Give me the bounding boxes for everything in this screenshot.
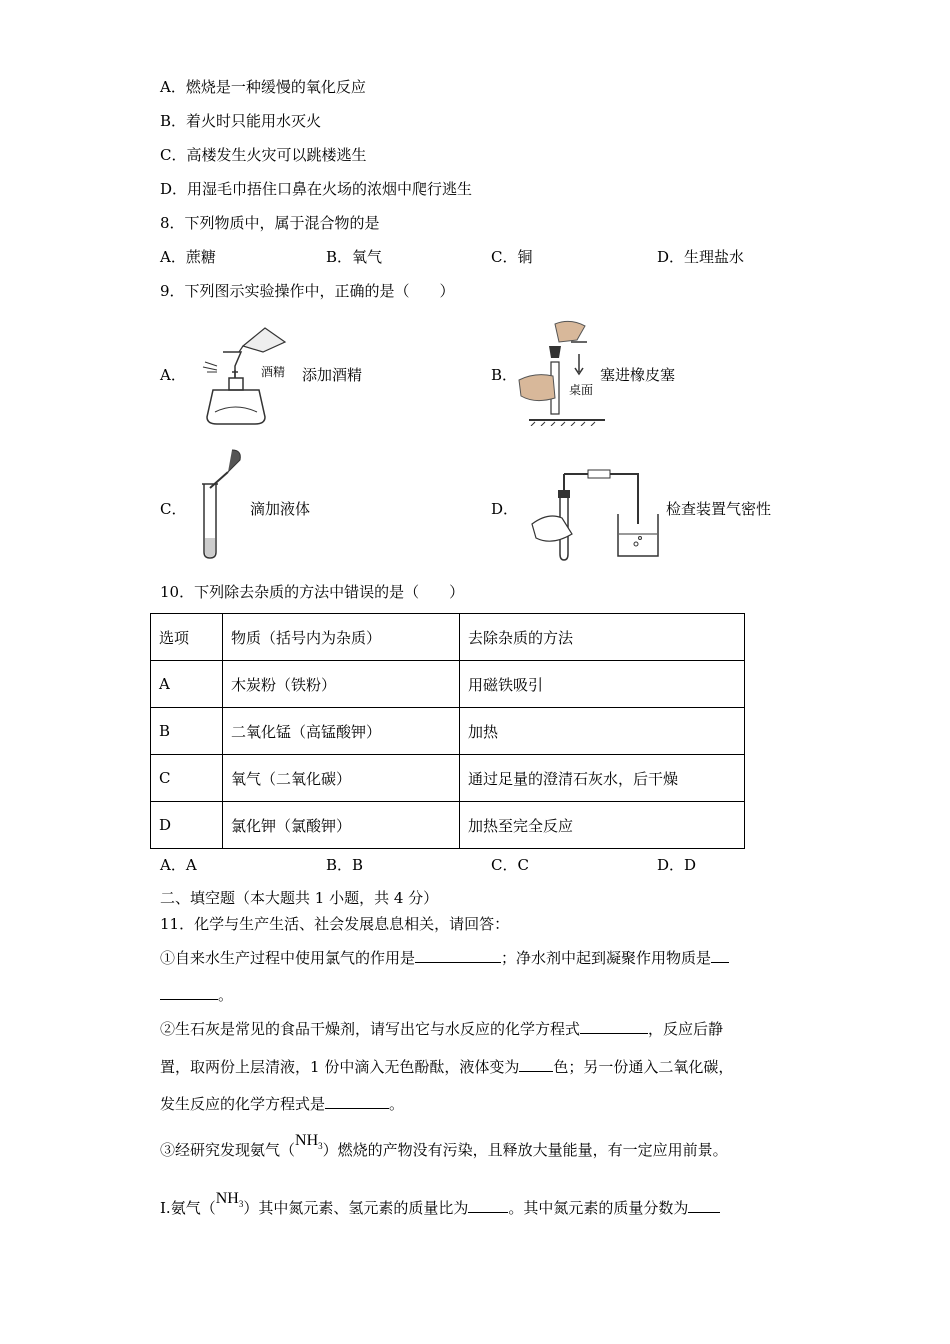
q11-part2-text-c: 置，取两份上层清液，1 份中滴入无色酚酞，液体变为 bbox=[160, 1058, 520, 1076]
answer-blank[interactable] bbox=[580, 1019, 648, 1034]
q10-stem: 10．下列除去杂质的方法中错误的是（ ） bbox=[160, 583, 465, 601]
q8-option-b: B．氧气 bbox=[326, 248, 383, 266]
airtightness-figure bbox=[528, 464, 663, 562]
q9-option-d-label: 检查装置气密性 bbox=[666, 500, 772, 518]
answer-blank[interactable] bbox=[688, 1198, 720, 1213]
q11-part4-text-b: ）其中氮元素、氢元素的质量比为 bbox=[243, 1199, 469, 1217]
answer-blank[interactable] bbox=[415, 948, 501, 963]
table-row bbox=[151, 708, 745, 755]
q11-part2-text-d: 色；另一份通入二氧化碳， bbox=[553, 1058, 734, 1076]
q10-option-d: D．D bbox=[657, 856, 697, 874]
q11-part1-text-b: ；净水剂中起到凝聚作用物质是 bbox=[501, 949, 712, 967]
table-header: 去除杂质的方法 bbox=[460, 614, 745, 661]
table-row bbox=[151, 755, 745, 802]
q9-option-b-letter: B． bbox=[491, 366, 518, 384]
q11-part1-line1 bbox=[160, 948, 729, 968]
q9-option-b-label: 塞进橡皮塞 bbox=[600, 366, 676, 384]
ammonia-formula: $NH_3$ bbox=[295, 1132, 323, 1152]
q11-part2-line3 bbox=[160, 1094, 404, 1114]
q7-option-a: A．燃烧是一种缓慢的氧化反应 bbox=[160, 78, 366, 96]
alcohol-lamp-figure bbox=[195, 322, 295, 427]
q10-option-c: C．C bbox=[491, 856, 529, 874]
q7-option-b: B．着火时只能用水灭火 bbox=[160, 112, 322, 130]
q11-part3-text-b: ）燃烧的产物没有污染，且释放大量能量，有一定应用前景。 bbox=[322, 1141, 728, 1159]
q11-part2-text-b: ，反应后静 bbox=[648, 1020, 724, 1038]
table-cell: D bbox=[151, 802, 223, 849]
table-cell: A bbox=[151, 661, 223, 708]
table-cell: 氯化钾（氯酸钾） bbox=[223, 802, 460, 849]
table-header-row bbox=[151, 614, 745, 661]
q9-option-c-letter: C． bbox=[160, 500, 187, 518]
q11-part3-line bbox=[160, 1132, 728, 1166]
table-cell: 木炭粉（铁粉） bbox=[223, 661, 460, 708]
q9-option-a-letter: A． bbox=[160, 366, 186, 384]
table-header: 选项 bbox=[151, 614, 223, 661]
q11-part4-text-a: Ⅰ.氨气（ bbox=[160, 1199, 216, 1217]
q10-option-a: A．A bbox=[160, 856, 197, 874]
answer-blank[interactable] bbox=[711, 948, 729, 963]
q8-option-c: C．铜 bbox=[491, 248, 533, 266]
q9-stem: 9．下列图示实验操作中，正确的是（ ） bbox=[160, 282, 455, 300]
alcohol-label: 酒精 bbox=[261, 365, 286, 379]
q7-option-c: C．高楼发生火灾可以跳楼逃生 bbox=[160, 146, 367, 164]
answer-blank[interactable] bbox=[325, 1094, 389, 1109]
table-cell: B bbox=[151, 708, 223, 755]
q9-option-d-letter: D． bbox=[491, 500, 519, 518]
q11-part3-text-a: ③经研究发现氨气（ bbox=[160, 1141, 296, 1159]
q11-part2-text-e: 发生反应的化学方程式是 bbox=[160, 1095, 326, 1113]
q11-part4-line bbox=[160, 1190, 720, 1224]
q11-part1-text-a: ①自来水生产过程中使用氯气的作用是 bbox=[160, 949, 416, 967]
q9-option-c-label: 滴加液体 bbox=[250, 500, 311, 518]
q11-part2-text-a: ②生石灰是常见的食品干燥剂，请写出它与水反应的化学方程式 bbox=[160, 1020, 581, 1038]
table-cell: C bbox=[151, 755, 223, 802]
table-cell: 通过足量的澄清石灰水，后干燥 bbox=[460, 755, 745, 802]
q11-part2-text-f: 。 bbox=[389, 1095, 405, 1113]
table-header: 物质（括号内为杂质） bbox=[223, 614, 460, 661]
q7-option-d: D．用湿毛巾捂住口鼻在火场的浓烟中爬行逃生 bbox=[160, 180, 473, 198]
q11-part2-line2 bbox=[160, 1057, 733, 1077]
section-heading: 二、填空题（本大题共 1 小题，共 4 分） bbox=[160, 889, 439, 907]
q11-stem: 11．化学与生产生活、社会发展息息相关，请回答： bbox=[160, 915, 510, 933]
q10-option-b: B．B bbox=[326, 856, 364, 874]
table-cell: 用磁铁吸引 bbox=[460, 661, 745, 708]
answer-blank[interactable] bbox=[519, 1057, 553, 1072]
q9-option-a-label: 添加酒精 bbox=[302, 366, 363, 384]
answer-blank[interactable] bbox=[160, 985, 218, 1000]
q11-part1-text-c: 。 bbox=[218, 986, 234, 1004]
dropper-figure bbox=[196, 448, 256, 560]
rubber-stopper-figure bbox=[515, 318, 605, 426]
table-cell: 氧气（二氧化碳） bbox=[223, 755, 460, 802]
q11-part1-line2 bbox=[160, 985, 233, 1005]
q8-option-a: A．蔗糖 bbox=[160, 248, 216, 266]
table-row bbox=[151, 802, 745, 849]
q11-part4-text-c: 。其中氮元素的质量分数为 bbox=[508, 1199, 689, 1217]
table-row bbox=[151, 661, 745, 708]
ammonia-formula: $NH_3$ bbox=[215, 1190, 244, 1210]
table-cell: 加热至完全反应 bbox=[460, 802, 745, 849]
answer-blank[interactable] bbox=[468, 1198, 508, 1213]
impurity-table bbox=[150, 613, 745, 849]
table-cell: 二氧化锰（高锰酸钾） bbox=[223, 708, 460, 755]
q8-option-d: D．生理盐水 bbox=[657, 248, 745, 266]
table-cell: 加热 bbox=[460, 708, 745, 755]
q11-part2-line1 bbox=[160, 1019, 723, 1039]
q8-stem: 8．下列物质中，属于混合物的是 bbox=[160, 214, 380, 232]
table-surface-label: 桌面 bbox=[569, 383, 594, 397]
